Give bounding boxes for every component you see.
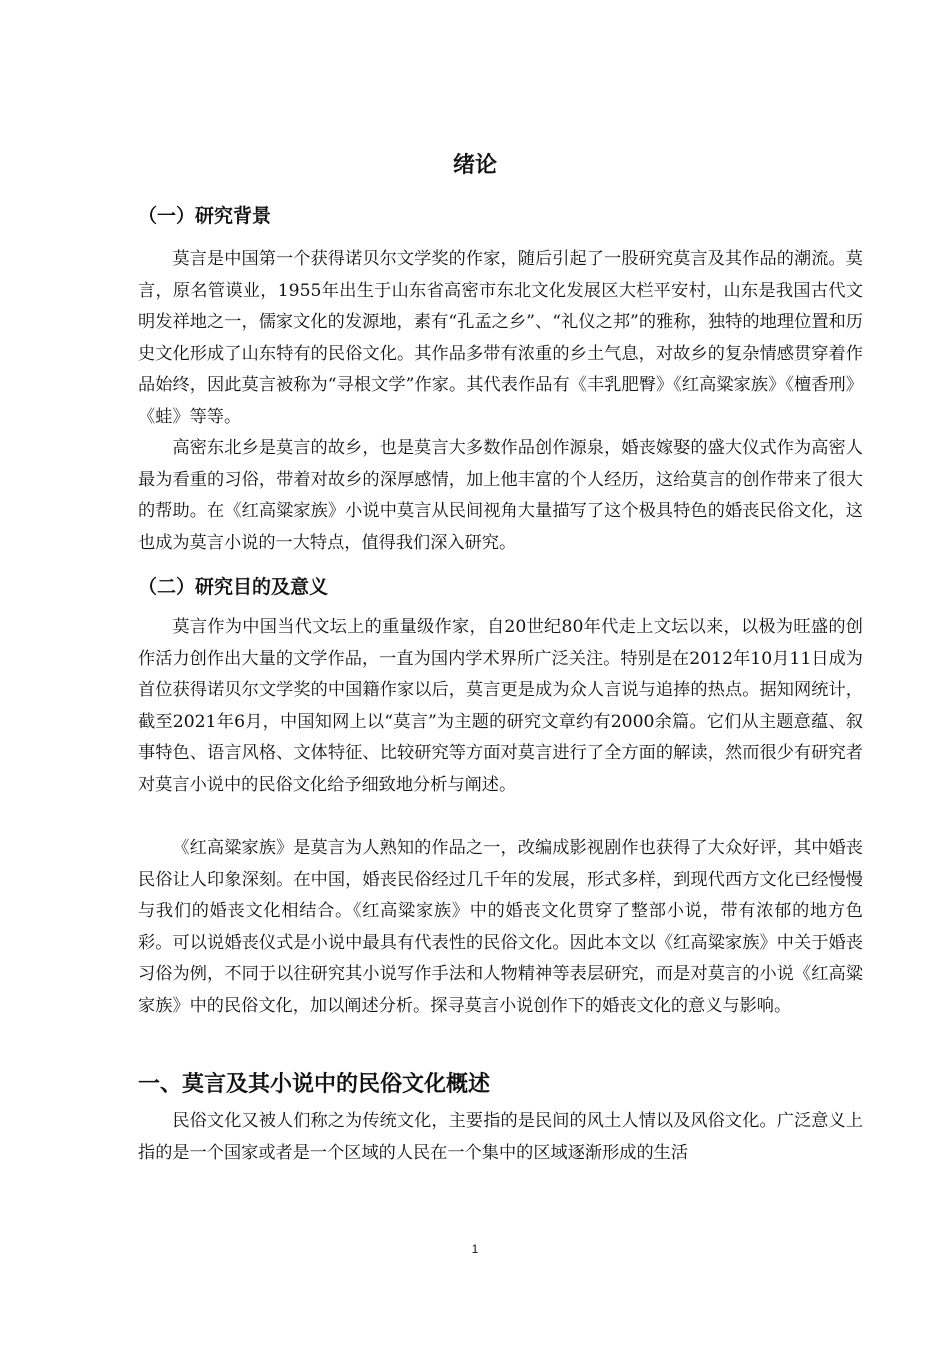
section-heading-purpose: （二）研究目的及意义 — [138, 576, 329, 598]
section-heading-background: （一）研究背景 — [138, 205, 272, 227]
paragraph-purpose-2: 《红高粱家族》是莫言为人熟知的作品之一，改编成影视剧作也获得了大众好评，其中婚丧民俗让人印象深刻。在中国，婚丧民俗经过几千年的发展，形式多样，到现代西方文化已经慢慢与我们的婚丧文化相结合。《红高粱家族》中的婚丧文化贯穿了整部小说，带有浓郁的地方色彩。可以说婚丧仪式是小说中最具有代表性的民俗文化。因此本文以《红高粱家族》中关于婚丧习俗为例，不同于以往研究其小说写作手法和人物精神等表层研究，而是对莫言的小说《红高粱家族》中的民俗文化，加以阐述分析。探寻莫言小说创作下的婚丧文化的意义与影响。 — [138, 838, 863, 1016]
page-title: 绪论 — [452, 153, 497, 178]
chapter-heading-folk-culture: 一、莫言及其小说中的民俗文化概述 — [138, 1072, 491, 1097]
page-number: 1 — [471, 1242, 479, 1256]
paragraph-background-1: 莫言是中国第一个获得诺贝尔文学奖的作家，随后引起了一股研究莫言及其作品的潮流。莫言，原名管谟业，1955年出生于山东省高密市东北文化发展区大栏平安村，山东是我国古代文明发祥地之一，儒家文化的发源地，素有“孔孟之乡”、“礼仪之邦”的雅称，独特的地理位置和历史文化形成了山东特有的民俗文化。其作品多带有浓重的乡土气息，对故乡的复杂情感贯穿着作品始终，因此莫言被称为“寻根文学”作家。其代表作品有《丰乳肥臀》《红高粱家族》《檀香刑》《蛙》等等。 — [138, 249, 863, 427]
paragraph-folk-culture-1: 民俗文化又被人们称之为传统文化，主要指的是民间的风土人情以及风俗文化。广泛意义上指的是一个国家或者是一个区域的人民在一个集中的区域逐渐形成的生活 — [138, 1111, 863, 1163]
paragraph-background-2: 高密东北乡是莫言的故乡，也是莫言大多数作品创作源泉，婚丧嫁娶的盛大仪式作为高密人最为看重的习俗，带着对故乡的深厚感情，加上他丰富的个人经历，这给莫言的创作带来了很大的帮助。在《红高粱家族》小说中莫言从民间视角大量描写了这个极具特色的婚丧民俗文化，这也成为莫言小说的一大特点，值得我们深入研究。 — [138, 438, 863, 553]
paragraph-purpose-1: 莫言作为中国当代文坛上的重量级作家，自20世纪80年代走上文坛以来，以极为旺盛的创作活力创作出大量的文学作品，一直为国内学术界所广泛关注。特别是在2012年10月11日成为首位获得诺贝尔文学奖的中国籍作家以后，莫言更是成为众人言说与追捧的热点。据知网统计，截至2021年6月，中国知网上以“莫言”为主题的研究文章约有2000余篇。它们从主题意蕴、叙事特色、语言风格、文体特征、比较研究等方面对莫言进行了全方面的解读，然而很少有研究者对莫言小说中的民俗文化给予细致地分析与阐述。 — [138, 617, 863, 795]
